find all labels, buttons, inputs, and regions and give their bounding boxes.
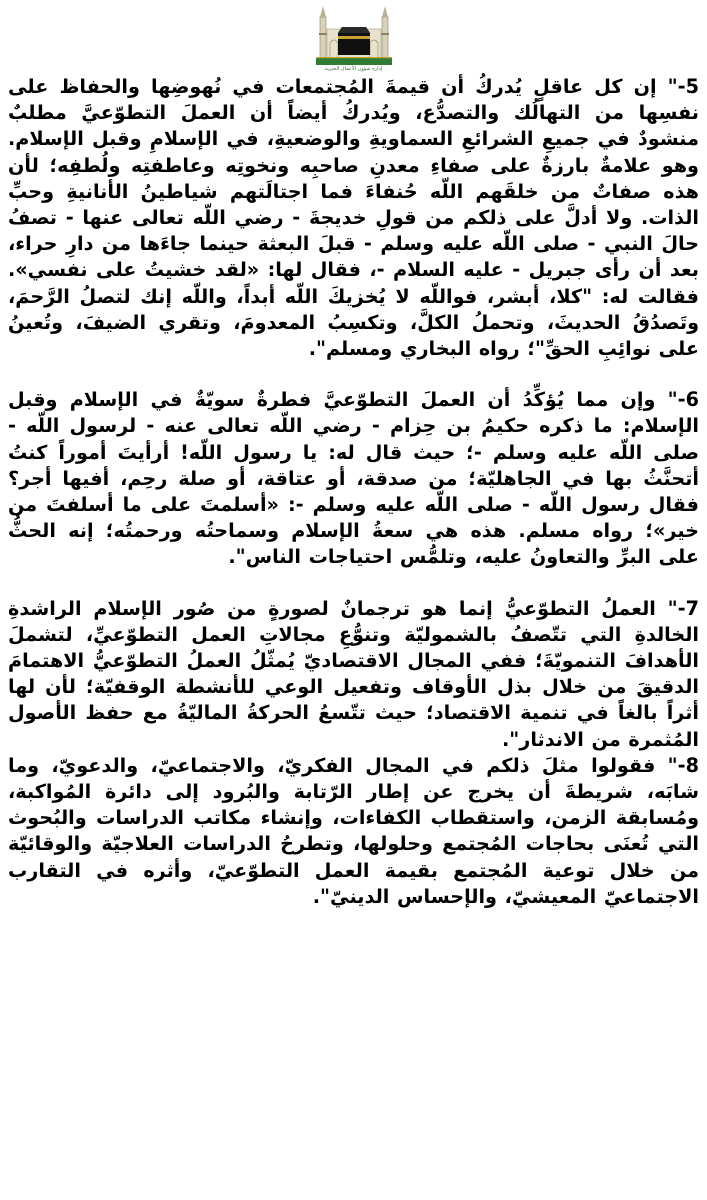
paragraph-7: 7-" العملُ التطوّعيُّ إنما هو ترجمانٌ لصورةٍ من صُور الإسلام الراشدةِ الخالدةِ التي تتّصفُ بالشموليّة وتنوُّعِ مجالاتِ العمل التطوّعيِّ، لتشملَ الأهدافَ التنمويّةَ؛ ففي المجال الاقتصاديّ يُمثّلُ العملُ التطوّعيُّ الاهتمامَ الدقيقَ من خلال بذل الأوقاف وتفعيل الوعي للأنشطة الوقفيّة؛ لأن لها أثراً بالغاً في تنمية الاقتصاد؛ حيث تتّسعُ الحركةُ الماليّةُ مع حفظ الأصول المُثمرة من الاندثار". [8,596,699,751]
article-body [8,74,699,910]
paragraph-5: 5-" إن كل عاقلٍ يُدركُ أن قيمةَ المُجتمعات في نُهوضِها والحفاظ على نفسِها من التهالُك والتصدُّع، ويُدركُ أيضاً أن العملَ التطوّعيَّ مطلبٌ منشودٌ في جميعِ الشرائعِ السماويةِ والوضعيةِ، في الإسلامِ وقبل الإسلام. وهو علامةٌ بارزةٌ على صفاءِ معدنِ صاحبِه ونخوتِه وعاطفتِه ولُطفِه؛ لأن هذه صفاتٌ من خلقَهم اللّه حُنفاءَ فما اجتالَتهم شياطينُ الأنانيةِ وحبِّ الذات. ولا أدلَّ على ذلكم من قولِ خديجةَ - رضي اللّه تعالى عنها - تصفُ حالَ النبي - صلى اللّه عليه وسلم - قبلَ البعثة حينما جاءَها من دارِ حراء، بعد أن رأى جبريل - عليه السلام -، فقال لها: «لقد خشيتُ على نفسي». فقالت له: "كلا، أبشر، فواللّه لا يُخزيكَ اللّه أبداً، واللّه إنك لتصلُ الرَّحمَ، وتَصدُقُ الحديثَ، وتحملُ الكلَّ، وتكسِبُ المعدومَ، وتقري الضيفَ، وتُعينُ على نوائِبِ الحقِّ"؛ رواه البخاري ومسلم". [8,75,699,361]
paragraph-6: 6-" وإن مما يُؤكِّدُ أن العملَ التطوّعيَّ فطرةٌ سويّةٌ في الإسلام وقبل الإسلام: ما ذكره حكيمُ بن حِزام - رضي اللّه تعالى عنه - لرسول اللّه - صلى اللّه عليه وسلم -؛ حيث قال له: يا رسول اللّه! أرأيتَ أموراً كنتُ أتحنَّثُ بها في الجاهليّة؛ من صدقة، أو عتاقة، أو صلة رحِم، أفيها أجر؟ فقال رسول اللّه - صلى اللّه عليه وسلم -: «أسلمتَ على ما أسلفتَ من خير»؛ رواه مسلم. هذه هي سعةُ الإسلام وسماحتُه ورحمتُه؛ إنه الحثُّ على البرِّ والتعاونُ عليه، وتلمُّس احتياجات الناس". [8,388,699,569]
paragraph-spacer [8,571,699,596]
header-logo [314,3,394,71]
kaaba-mosque-emblem-icon [314,3,394,71]
paragraph-8: 8-" فقولوا مثلَ ذلكم في المجال الفكريّ، والاجتماعيّ، والدعويّ، وما شابَه، شريطةَ أن يخرج عن إطار الرّتابة والبُرود إلى دائرة المُواكبة، ومُسابقة الزمن، واستقطاب الكفاءات، وإنشاء مكاتب الدراسات والبُحوث التي تُعنَى بحاجات المُجتمع وحلولها، وتطرحُ الدراسات العلاجيّة والوقائيّة من خلال توعية المُجتمع بقيمة العمل التطوّعيّ، وأثره في التقارب الاجتماعيّ المعيشيّ، والإحساس الدينيّ". [8,753,699,908]
logo-caption: إدارة شؤون الأعمال الخيرية [324,66,383,72]
paragraph-spacer [8,362,699,387]
